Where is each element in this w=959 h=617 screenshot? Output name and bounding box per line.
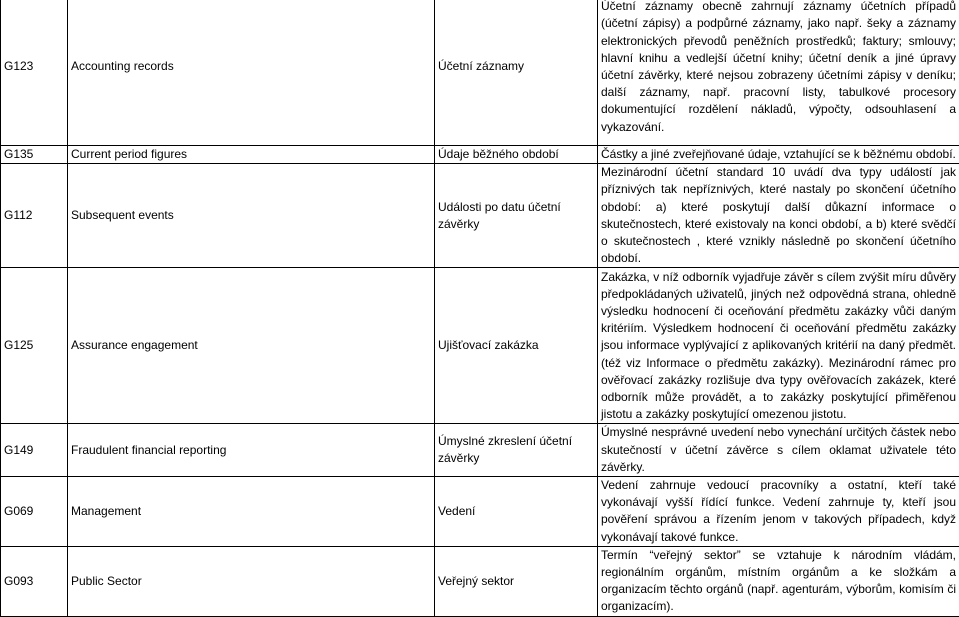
term-czech: Ujišťovací zakázka: [435, 268, 598, 424]
term-english: Current period figures: [68, 146, 435, 164]
table-row: [1, 146, 959, 164]
term-czech: Události po datu účetní závěrky: [435, 164, 598, 268]
term-definition: Částky a jiné zveřejňované údaje, vztahující se k běžnému období.: [598, 146, 959, 164]
term-english: Fraudulent financial reporting: [68, 424, 435, 477]
term-czech: Vedení: [435, 477, 598, 547]
term-code: G069: [1, 477, 68, 547]
term-code: G149: [1, 424, 68, 477]
term-code: G135: [1, 146, 68, 164]
term-czech: Úmyslné zkreslení účetní závěrky: [435, 424, 598, 477]
term-code: G093: [1, 546, 68, 616]
term-english: Management: [68, 477, 435, 547]
table-row: [1, 546, 959, 616]
term-definition: Vedení zahrnuje vedoucí pracovníky a ostatní, kteří také vykonávají vyšší řídící funkce. Vedení zahrnuje ty, kteří jsou pověření správou a řízením jenom v takových případech, když vykonávají takové funkce.: [598, 477, 959, 547]
term-czech: Veřejný sektor: [435, 546, 598, 616]
term-code: G123: [1, 0, 68, 146]
table-row: [1, 477, 959, 547]
term-definition: Termín “veřejný sektor” se vztahuje k národním vládám, regionálním orgánům, místním orgánům a ke složkám a organizacím těchto orgánů (např. agenturám, výborům, komisím či organizacím).: [598, 546, 959, 616]
term-english: Public Sector: [68, 546, 435, 616]
term-czech: Účetní záznamy: [435, 0, 598, 146]
table-row: [1, 268, 959, 424]
term-code: G125: [1, 268, 68, 424]
term-english: Assurance engagement: [68, 268, 435, 424]
term-definition: Úmyslné nesprávné uvedení nebo vynechání určitých částek nebo skutečností v účetní závěrce s cílem oklamat uživatele této závěrky.: [598, 424, 959, 477]
term-definition: Mezinárodní účetní standard 10 uvádí dva typy událostí jak příznivých tak nepříznivých, které nastaly po skončení účetního období: a) které poskytují další důkazní informace o skutečnostech, které existovaly na konci období, a b) které svědčí o skutečnostech , které vznikly následně po skončení účetního období.: [598, 164, 959, 268]
term-definition: Účetní záznamy obecně zahrnují záznamy účetních případů (účetní zápisy) a podpůrné záznamy, jako např. šeky a záznamy elektronických převodů peněžních prostředků; faktury; smlouvy; hlavní knihu a vedlejší účetní knihy; účetní deník a jiné úpravy účetní závěrky, které nejsou zobrazeny účetními zápisy v deníku; další záznamy, např. pracovní listy, tabulkové procesory dokumentující rozdělení nákladů, výpočty, odsouhlasení a vykazování.: [598, 0, 959, 146]
table-row: [1, 424, 959, 477]
term-czech: Údaje běžného období: [435, 146, 598, 164]
term-definition: Zakázka, v níž odborník vyjadřuje závěr s cílem zvýšit míru důvěry předpokládaných uživatelů, jiných než odpovědná strana, ohledně výsledku hodnocení či oceňování předmětu zakázky vůči daným kritériím. Výsledkem hodnocení či oceňování předmětu zakázky jsou informace vyplývající z aplikovaných kritérií na daný předmět. (též viz Informace o předmětu zakázky). Mezinárodní rámec pro ověřovací zakázky rozlišuje dva typy ověřovacích zakázek, které odborník může provádět, a to zakázky poskytující přiměřenou jistotu a zakázky poskytující omezenou jistotu.: [598, 268, 959, 424]
table-row: [1, 0, 959, 146]
table-row: [1, 164, 959, 268]
term-english: Subsequent events: [68, 164, 435, 268]
term-english: Accounting records: [68, 0, 435, 146]
term-code: G112: [1, 164, 68, 268]
